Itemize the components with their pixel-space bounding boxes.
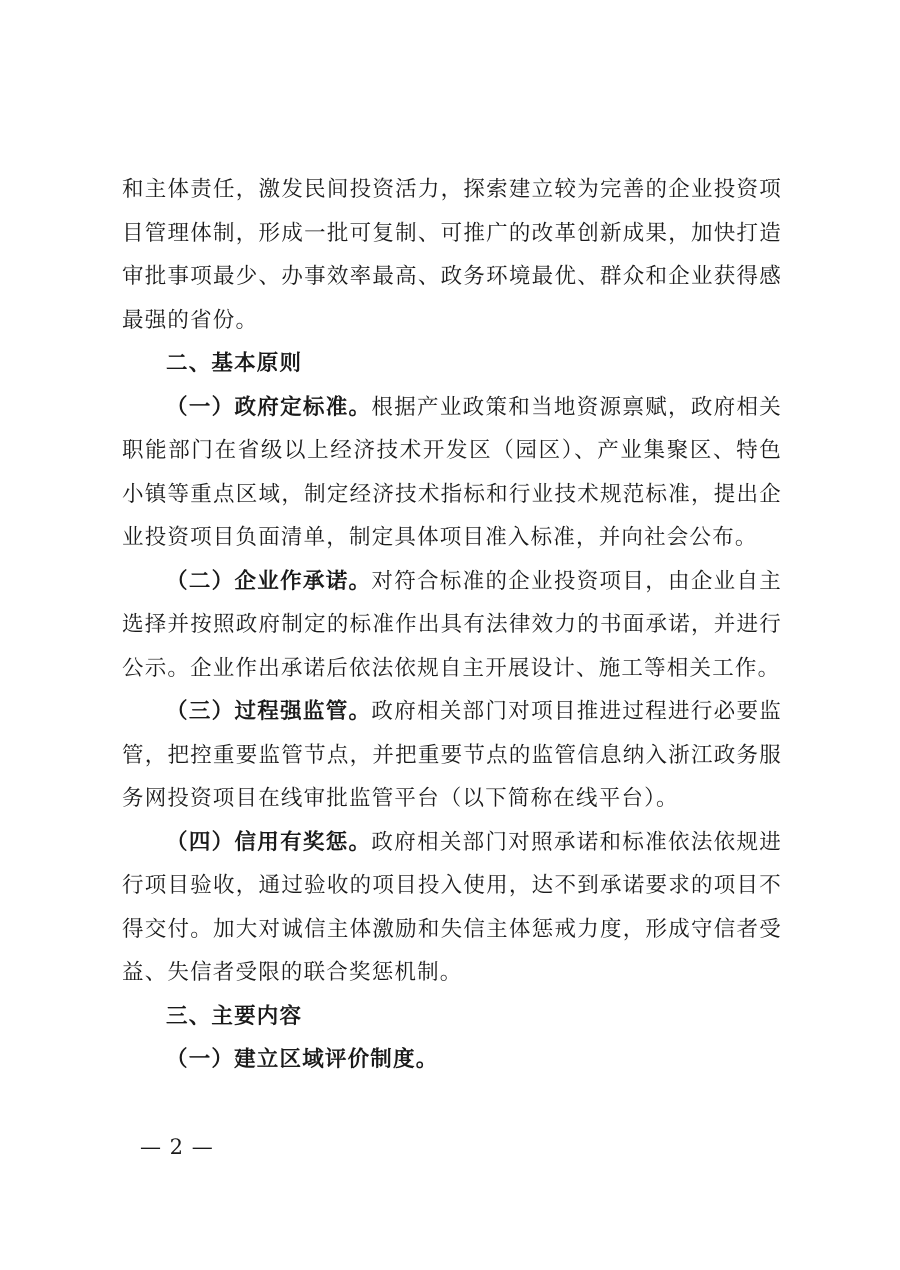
principle-item-text: 政府相关部门对照承诺和标准依法依规进行项目验收，通过验收的项目投入使用，达不到承诺要求的项目不得交付。加大对诚信主体激励和失信主体惩戒力度，形成守信者受益、失信者受限的联合奖惩机制。 [122, 829, 782, 985]
principle-item-text: 根据产业政策和当地资源禀赋，政府相关职能部门在省级以上经济技术开发区（园区）、产业集聚区、特色小镇等重点区域，制定经济技术指标和行业技术规范标准，提出企业投资项目负面清单，制定具体项目准入标准，并向社会公布。 [122, 394, 782, 550]
section-heading-main-content: 三、主要内容 [166, 1003, 303, 1029]
principle-item-lead: （二）企业作承诺。 [166, 568, 372, 594]
principle-item [122, 690, 782, 821]
page-number: — 2 — [140, 1135, 214, 1159]
intro-paragraph: 和主体责任，激发民间投资活力，探索建立较为完善的企业投资项目管理体制，形成一批可复制、可推广的改革创新成果，加快打造审批事项最少、办事效率最高、政务环境最优、群众和企业获得感最强的省份。 [122, 177, 782, 333]
principle-item-text: 政府相关部门对项目推进过程进行必要监管，把控重要监管节点，并把重要节点的监管信息纳入浙江政务服务网投资项目在线审批监管平台（以下简称在线平台）。 [122, 699, 782, 811]
principle-item-lead: （三）过程强监管。 [166, 699, 372, 724]
section-heading-basic-principles: 二、基本原则 [166, 351, 303, 376]
principle-item [122, 386, 782, 560]
principle-item [122, 821, 782, 995]
principle-item-text: 对符合标准的企业投资项目，由企业自主选择并按照政府制定的标准作出具有法律效力的书面承诺，并进行公示。企业作出承诺后依法依规自主开展设计、施工等相关工作。 [122, 568, 782, 681]
principle-item-lead: （四）信用有奖惩。 [166, 829, 372, 855]
content-item-lead: （一）建立区域评价制度。 [166, 1047, 439, 1072]
principle-item-lead: （一）政府定标准。 [166, 394, 372, 420]
document-body [122, 168, 782, 1082]
content-item [122, 1038, 782, 1082]
principle-item [122, 560, 782, 691]
